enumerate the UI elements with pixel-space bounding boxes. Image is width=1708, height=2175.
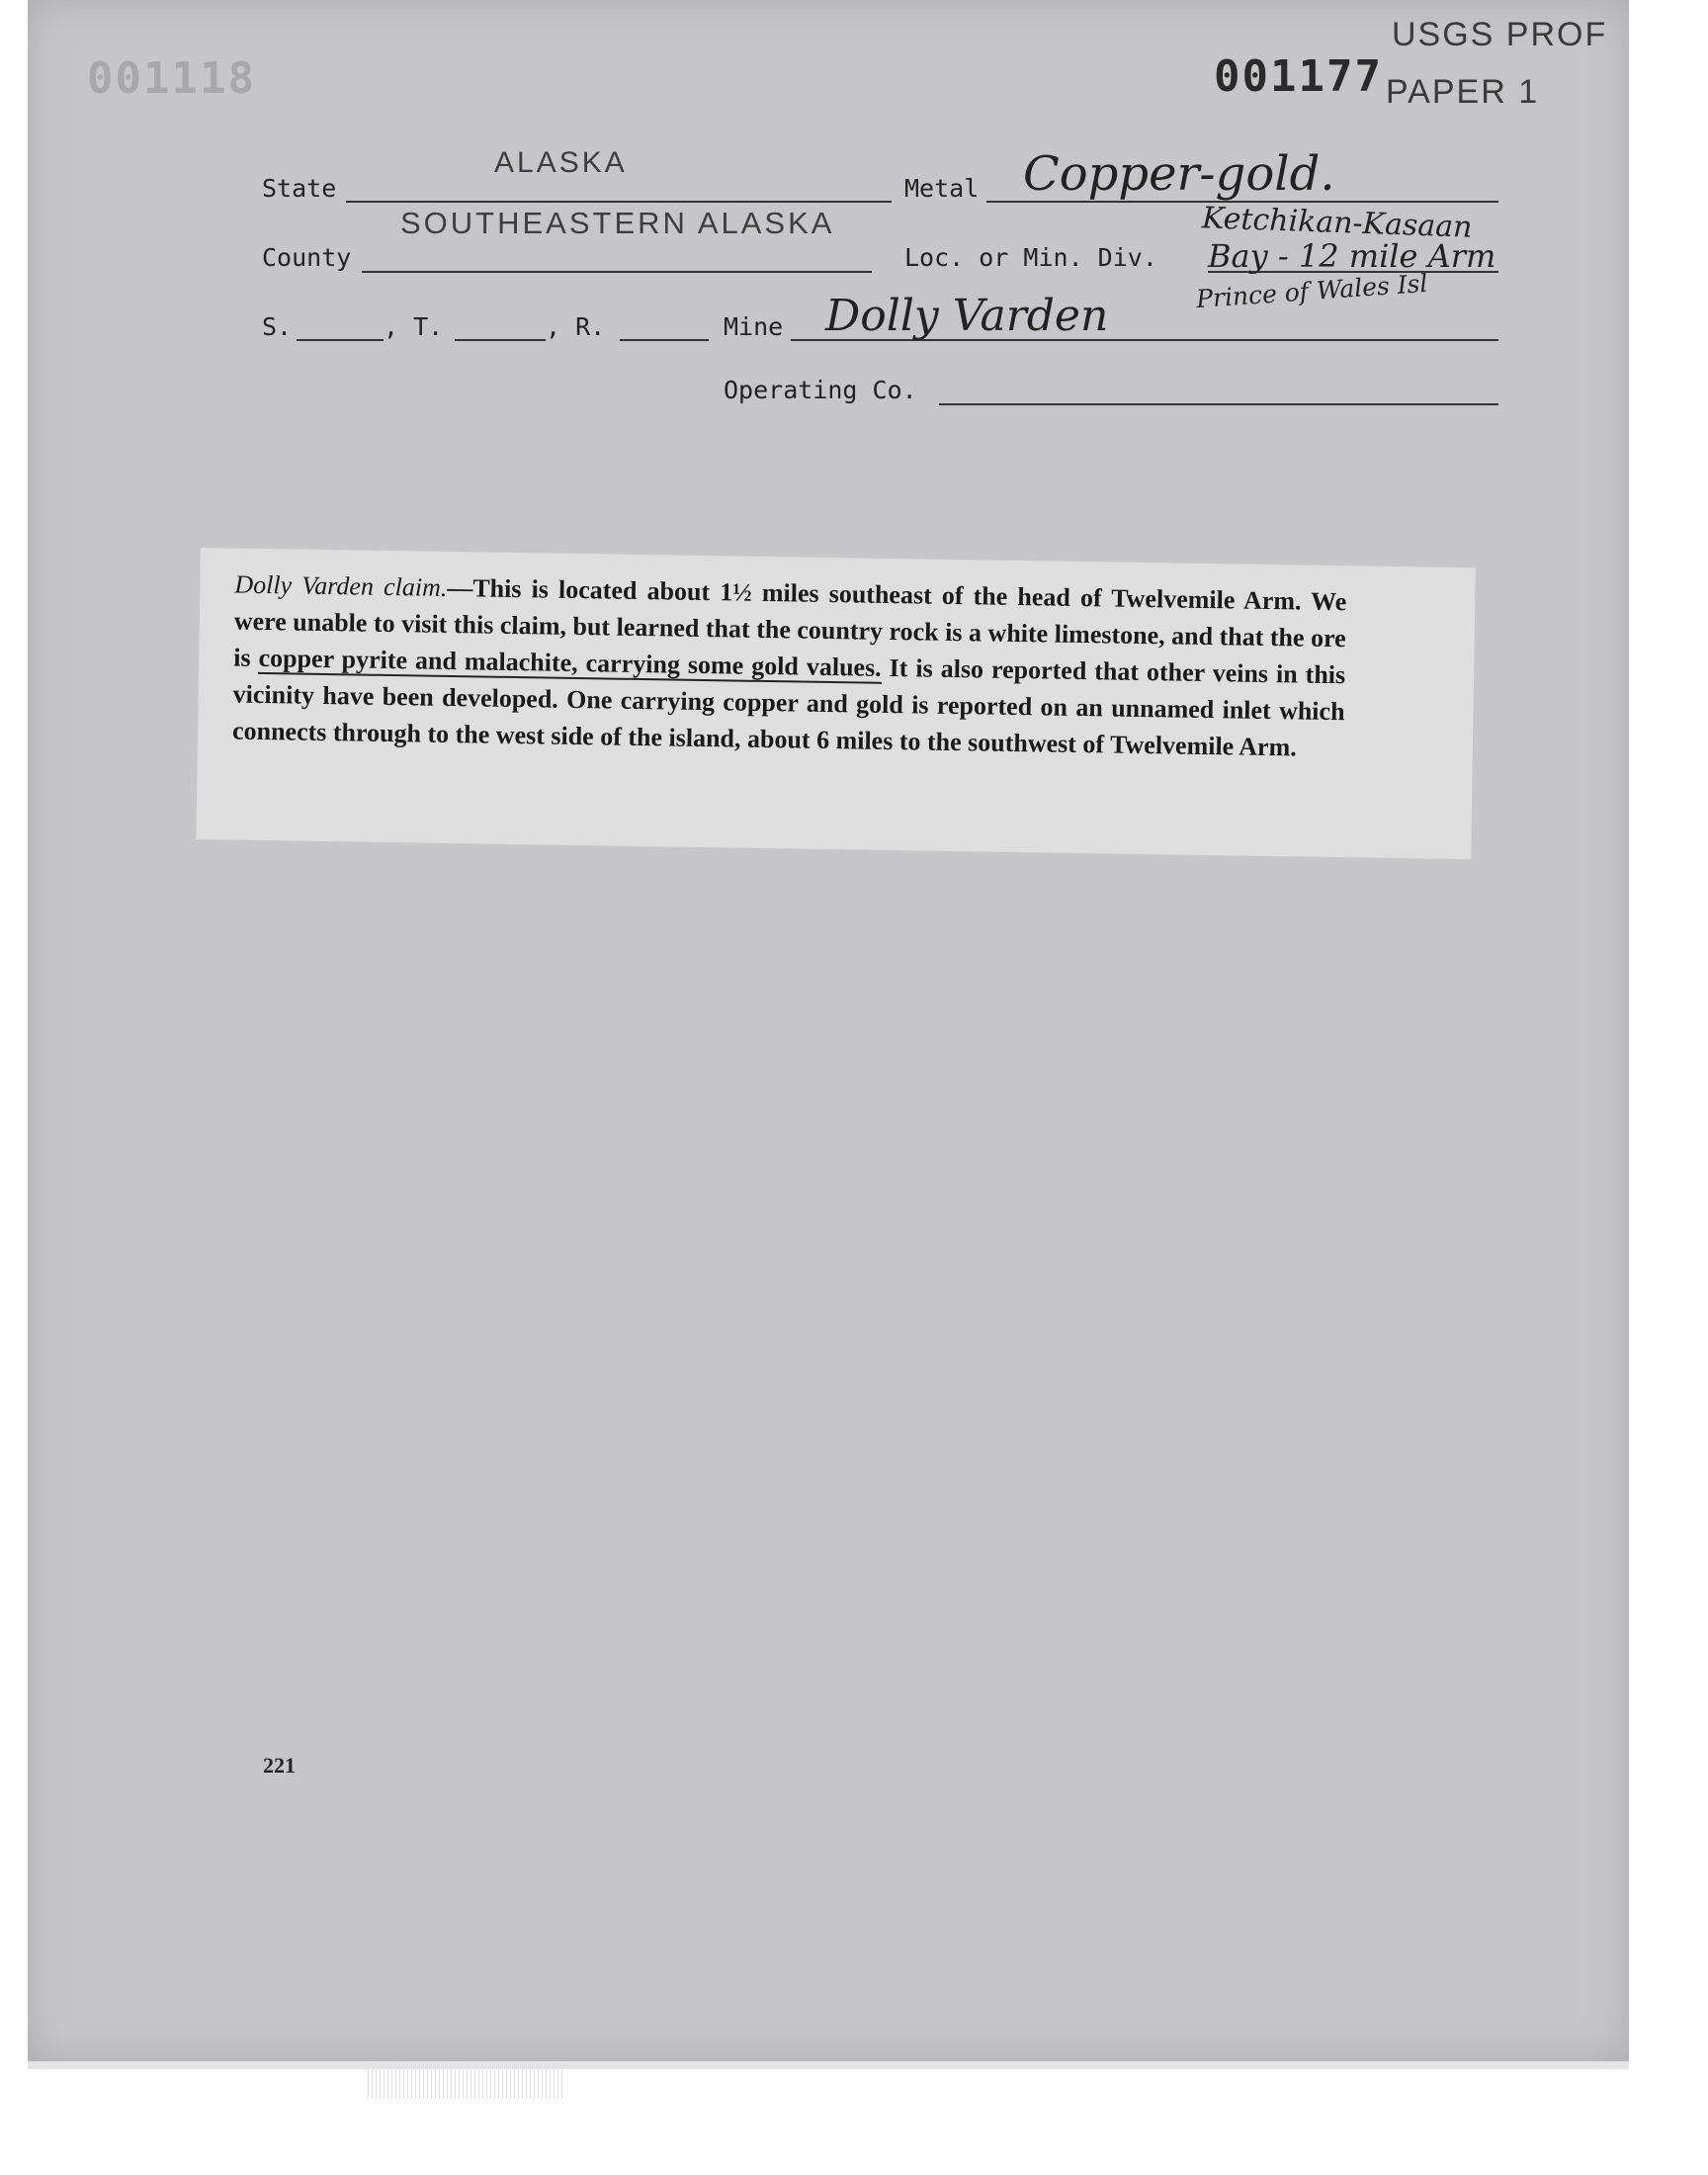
region-value: SOUTHEASTERN ALASKA [400, 206, 835, 240]
loc-value-line1: Ketchikan-Kasaan [1201, 201, 1473, 245]
range-label: , R. [546, 312, 606, 341]
clipping-lead: Dolly Varden claim. [234, 569, 448, 602]
clipping-underlined-text: copper pyrite and malachite, carrying some gold values. [258, 643, 882, 682]
township-label: , T. [384, 312, 444, 341]
collection-label-line1: USGS PROF [1392, 16, 1608, 53]
township-field-line [455, 339, 546, 341]
pasted-report-clipping [196, 548, 1475, 859]
state-value: ALASKA [494, 146, 628, 179]
section-field-line [297, 339, 384, 341]
section-label: S. [262, 312, 293, 341]
state-label: State [262, 174, 337, 203]
range-field-line [620, 339, 709, 341]
loc-value-line3: Prince of Wales Isl [1195, 268, 1429, 314]
mine-label: Mine [724, 312, 784, 341]
page-number: 221 [263, 1753, 296, 1778]
mine-value: Dolly Varden [825, 291, 1109, 341]
collection-label-line2: PAPER 1 [1386, 73, 1540, 111]
faded-serial-stamp: 001118 [87, 53, 256, 104]
document-number-stamp: 001177 [1214, 51, 1383, 102]
clipping-text-part2: It is also reported that other veins in this vicinity have been developed. One carrying copper and gold is reported on an unnamed inlet which connects through to the west side of the island, about 6 miles to the southwest of Twelvemile Arm. [231, 652, 1346, 762]
metal-label: Metal [904, 174, 980, 203]
clipping-text-part1: —This is located about 1½ miles southeast of the head of Twelvemile Arm. We were unable to visit this claim, but learned that the country rock is a white limestone, and that the ore is [233, 572, 1347, 672]
clipping-paragraph [232, 566, 1347, 767]
sheet-edge [28, 2061, 1629, 2069]
operating-co-label: Operating Co. [724, 376, 917, 404]
loc-value-line2: Bay - 12 mile Arm [1208, 237, 1496, 275]
metal-value: Copper-gold. [1023, 146, 1335, 202]
state-field-line [346, 201, 892, 203]
operating-co-field-line [939, 403, 1498, 405]
county-field-line [362, 271, 872, 273]
loc-label: Loc. or Min. Div. [904, 243, 1157, 272]
scan-artifact [368, 2069, 565, 2099]
county-label: County [262, 243, 352, 272]
